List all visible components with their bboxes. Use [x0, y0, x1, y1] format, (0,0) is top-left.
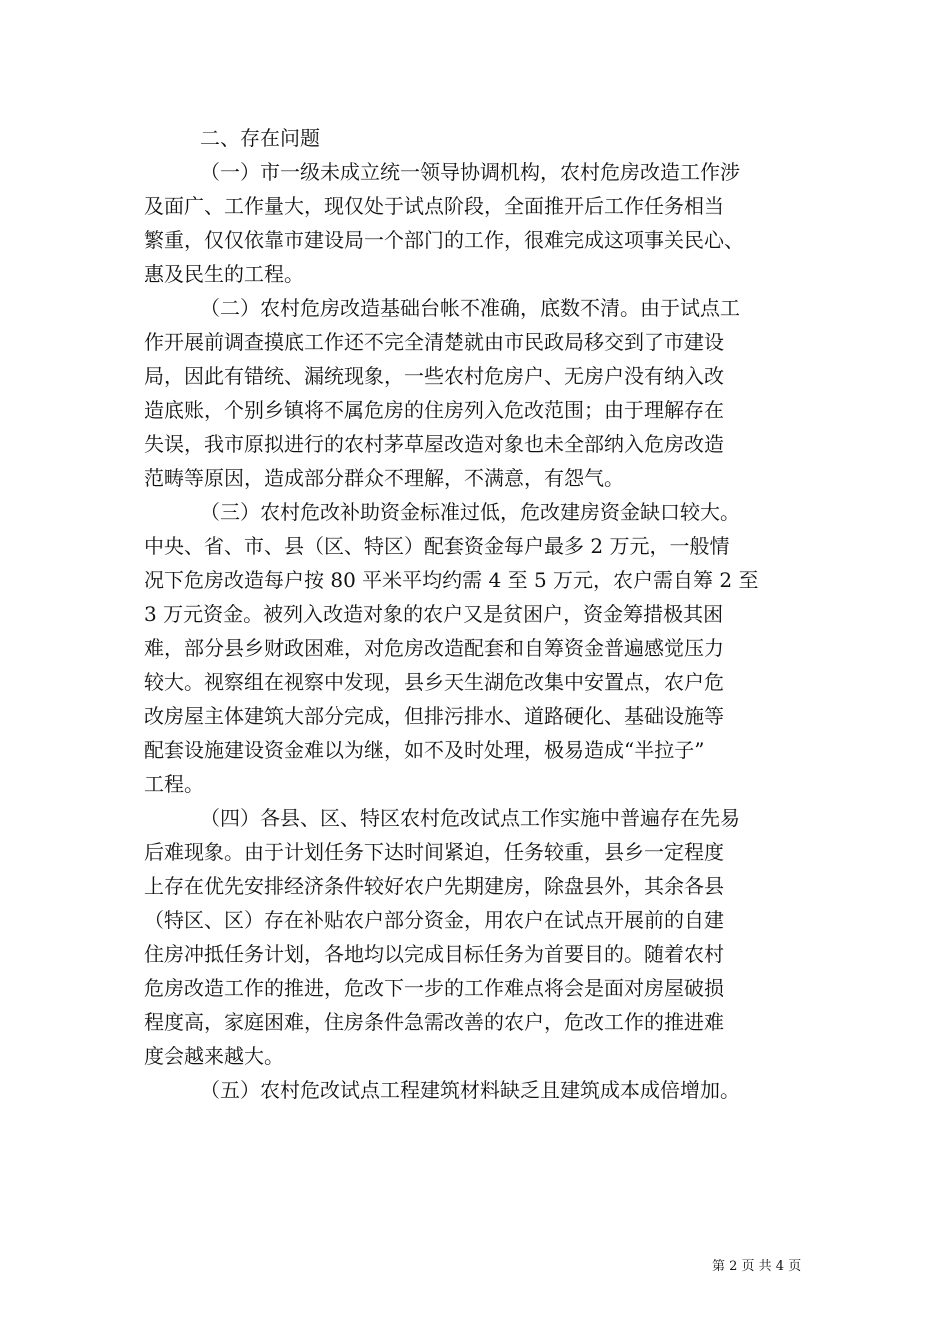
text-line: 繁重，仅仅依靠市建设局一个部门的工作，很难完成这项事关民心、 [144, 228, 744, 252]
section-title: 二、存在问题 [200, 126, 320, 150]
text-line: 住房冲抵任务计划，各地均以完成目标任务为首要目的。随着农村 [144, 942, 724, 966]
page-number: 第 2 页 共 4 页 [712, 1259, 802, 1274]
text-line: （特区、区）存在补贴农户部分资金，用农户在试点开展前的自建 [144, 908, 724, 932]
text-line: 难，部分县乡财政困难，对危房改造配套和自筹资金普遍感觉压力 [144, 636, 724, 660]
text-line: 较大。视察组在视察中发现，县乡天生湖危改集中安置点，农户危 [144, 670, 724, 694]
text-line: 范畴等原因，造成部分群众不理解，不满意，有怨气。 [144, 466, 624, 490]
text-line: 况下危房改造每户按 80 平米平均约需 4 至 5 万元，农户需自筹 2 至 [144, 568, 759, 592]
text-line: 工程。 [144, 772, 204, 796]
text-line: 危房改造工作的推进，危改下一步的工作难点将会是面对房屋破损 [144, 976, 724, 1000]
text-line: （一）市一级未成立统一领导协调机构，农村危房改造工作涉 [200, 160, 740, 184]
text-line: （二）农村危房改造基础台帐不准确，底数不清。由于试点工 [200, 296, 740, 320]
text-line: 上存在优先安排经济条件较好农户先期建房，除盘县外，其余各县 [144, 874, 724, 898]
document-body [144, 121, 824, 1107]
text-line: 局，因此有错统、漏统现象，一些农村危房户、无房户没有纳入改 [144, 364, 724, 388]
text-line: 后难现象。由于计划任务下达时间紧迫，任务较重，县乡一定程度 [144, 840, 724, 864]
text-line: （三）农村危改补助资金标准过低，危改建房资金缺口较大。 [200, 500, 740, 524]
text-line: （四）各县、区、特区农村危改试点工作实施中普遍存在先易 [200, 806, 740, 830]
text-line: 中央、省、市、县（区、特区）配套资金每户最多 2 万元，一般情 [144, 534, 730, 558]
text-line: （五）农村危改试点工程建筑材料缺乏且建筑成本成倍增加。 [200, 1078, 740, 1102]
text-line: 3 万元资金。被列入改造对象的农户又是贫困户，资金筹措极其困 [144, 602, 724, 626]
text-line: 失误，我市原拟进行的农村茅草屋改造对象也未全部纳入危房改造 [144, 432, 724, 456]
text-line: 造底账，个别乡镇将不属危房的住房列入危改范围；由于理解存在 [144, 398, 724, 422]
text-line: 惠及民生的工程。 [144, 262, 304, 286]
text-line: 程度高，家庭困难，住房条件急需改善的农户，危改工作的推进难 [144, 1010, 724, 1034]
text-line: 及面广、工作量大，现仅处于试点阶段，全面推开后工作任务相当 [144, 194, 724, 218]
text-line: 改房屋主体建筑大部分完成，但排污排水、道路硬化、基础设施等 [144, 704, 724, 728]
text-line: 配套设施建设资金难以为继，如不及时处理，极易造成“半拉子” [144, 738, 705, 762]
text-line: 作开展前调查摸底工作还不完全清楚就由市民政局移交到了市建设 [144, 330, 724, 354]
paragraph-lines [144, 155, 824, 1107]
text-line: 度会越来越大。 [144, 1044, 284, 1068]
